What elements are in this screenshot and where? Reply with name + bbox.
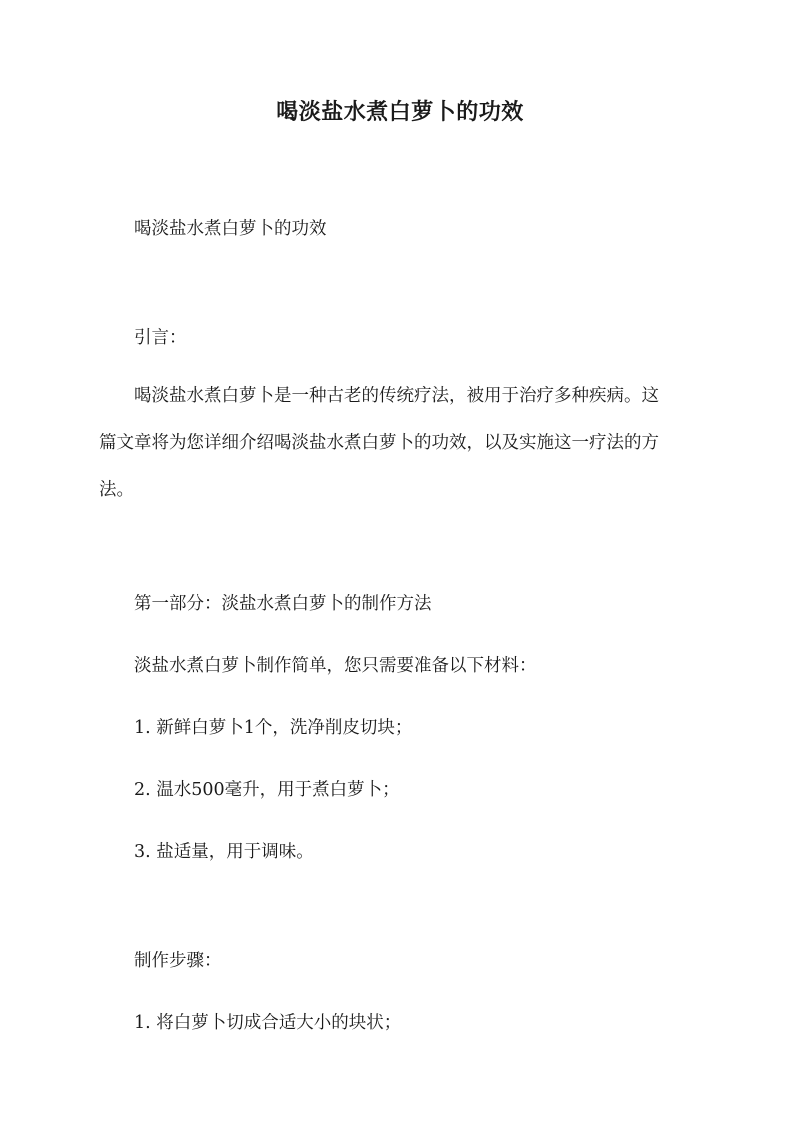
intro-line-1: 喝淡盐水煮白萝卜是一种古老的传统疗法，被用于治疗多种疾病。这 [134,386,659,406]
section1-intro: 淡盐水煮白萝卜制作简单，您只需要准备以下材料： [134,656,537,676]
steps-heading: 制作步骤： [134,951,222,971]
intro-heading: 引言： [134,328,187,348]
document-title: 喝淡盐水煮白萝卜的功效 [276,99,524,125]
section1-heading: 第一部分：淡盐水煮白萝卜的制作方法 [134,594,432,614]
intro-line-2: 篇文章将为您详细介绍喝淡盐水煮白萝卜的功效，以及实施这一疗法的方 [99,433,659,453]
materials-item-2: 2. 温水500毫升，用于煮白萝卜； [134,780,400,800]
steps-item-1: 1. 将白萝卜切成合适大小的块状； [134,1013,402,1033]
intro-paragraph [99,373,709,514]
subtitle: 喝淡盐水煮白萝卜的功效 [134,219,327,239]
intro-line-3: 法。 [99,480,134,500]
materials-item-1: 1. 新鲜白萝卜1个，洗净削皮切块； [134,718,413,738]
materials-item-3: 3. 盐适量，用于调味。 [134,842,314,862]
